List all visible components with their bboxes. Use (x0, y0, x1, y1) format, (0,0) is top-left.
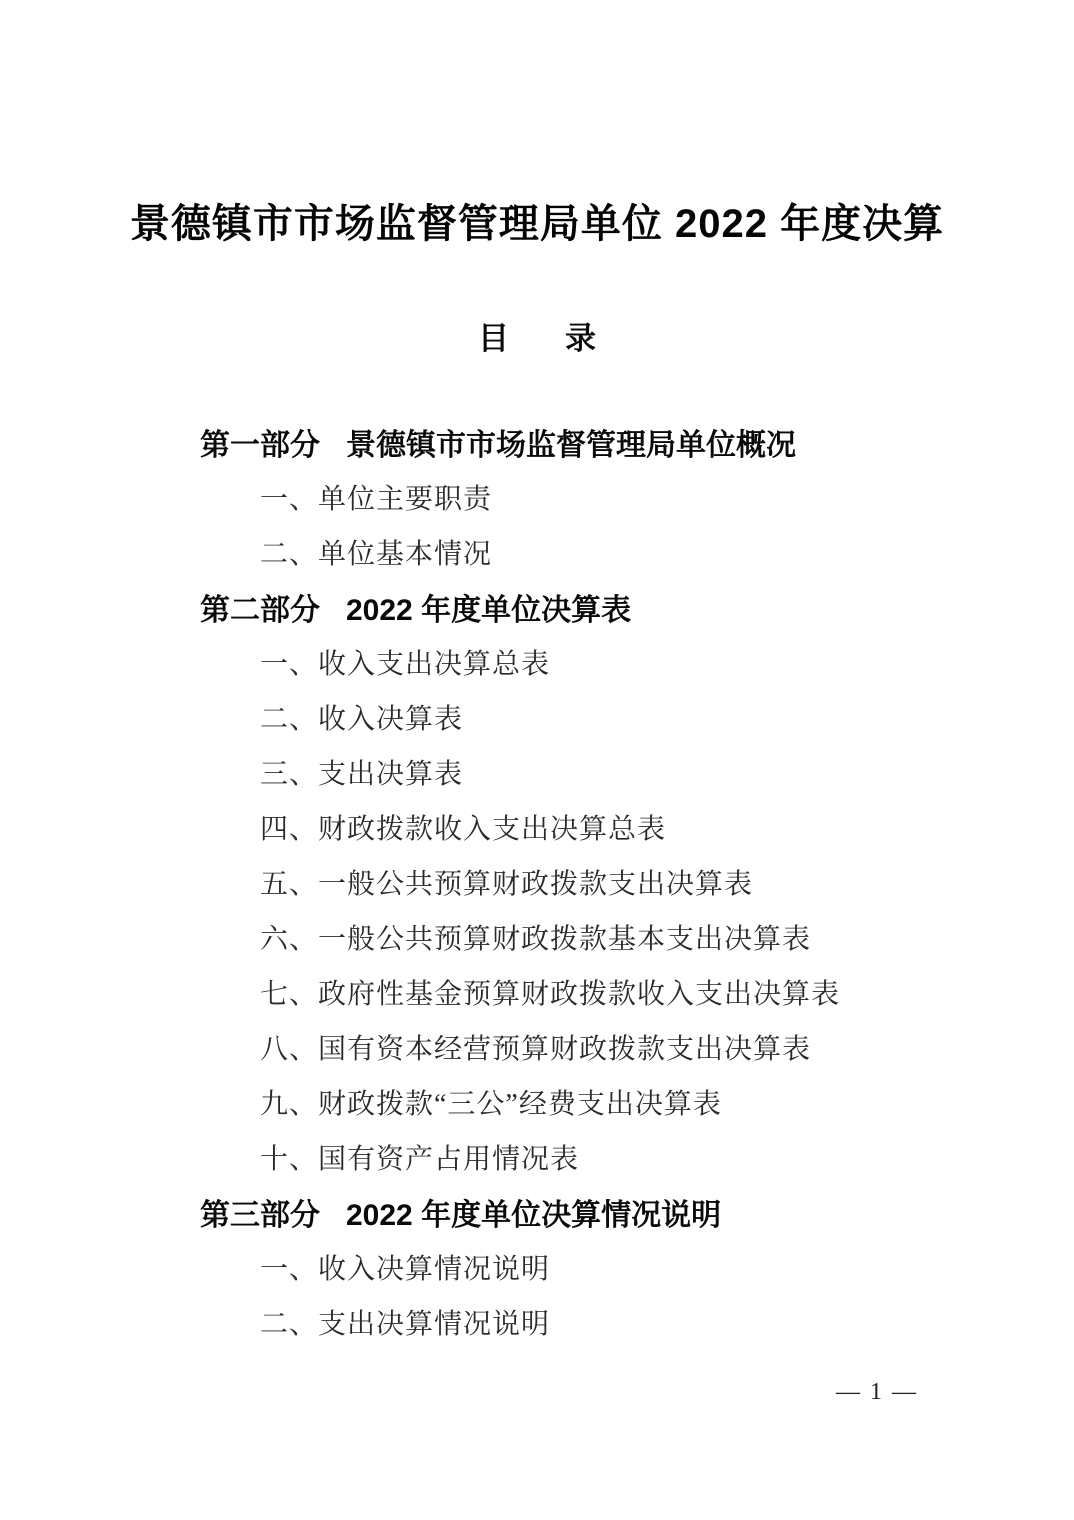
toc-item: 十、国有资产占用情况表 (260, 1143, 580, 1175)
toc-item: 三、支出决算表 (260, 758, 464, 790)
page-number: — 1 — (836, 1379, 918, 1405)
document-title: 景德镇市市场监督管理局单位 2022 年度决算 (129, 202, 945, 246)
toc-section-header-part2 (200, 579, 960, 634)
section-label: 第一部分 (200, 428, 320, 462)
toc-item: 五、一般公共预算财政拨款支出决算表 (260, 868, 754, 900)
section-title: 2022 年度单位决算表 (346, 593, 632, 627)
toc-item: 一、收入决算情况说明 (260, 1253, 551, 1285)
toc-item: 一、收入支出决算总表 (260, 648, 551, 680)
toc-item: 九、财政拨款“三公”经费支出决算表 (260, 1088, 722, 1120)
toc-item: 一、单位主要职责 (260, 483, 493, 515)
toc-section-header-part3 (200, 1184, 960, 1239)
toc-item: 二、单位基本情况 (260, 538, 493, 570)
section-title: 2022 年度单位决算情况说明 (346, 1198, 722, 1232)
toc-item: 二、支出决算情况说明 (260, 1308, 551, 1340)
toc-list (200, 414, 960, 1349)
toc-item: 四、财政拨款收入支出决算总表 (260, 813, 667, 845)
toc-item: 六、一般公共预算财政拨款基本支出决算表 (260, 923, 812, 955)
toc-heading-char-mu: 目 (478, 321, 509, 356)
toc-heading-char-lu: 录 (565, 321, 596, 356)
section-title: 景德镇市市场监督管理局单位概况 (346, 428, 796, 462)
toc-item: 七、政府性基金预算财政拨款收入支出决算表 (260, 978, 841, 1010)
section-label: 第三部分 (200, 1198, 320, 1232)
toc-item: 二、收入决算表 (260, 703, 464, 735)
section-label: 第二部分 (200, 593, 320, 627)
toc-heading (0, 313, 1074, 358)
toc-section-header-part1 (200, 414, 960, 469)
toc-item: 八、国有资本经营预算财政拨款支出决算表 (260, 1033, 812, 1065)
